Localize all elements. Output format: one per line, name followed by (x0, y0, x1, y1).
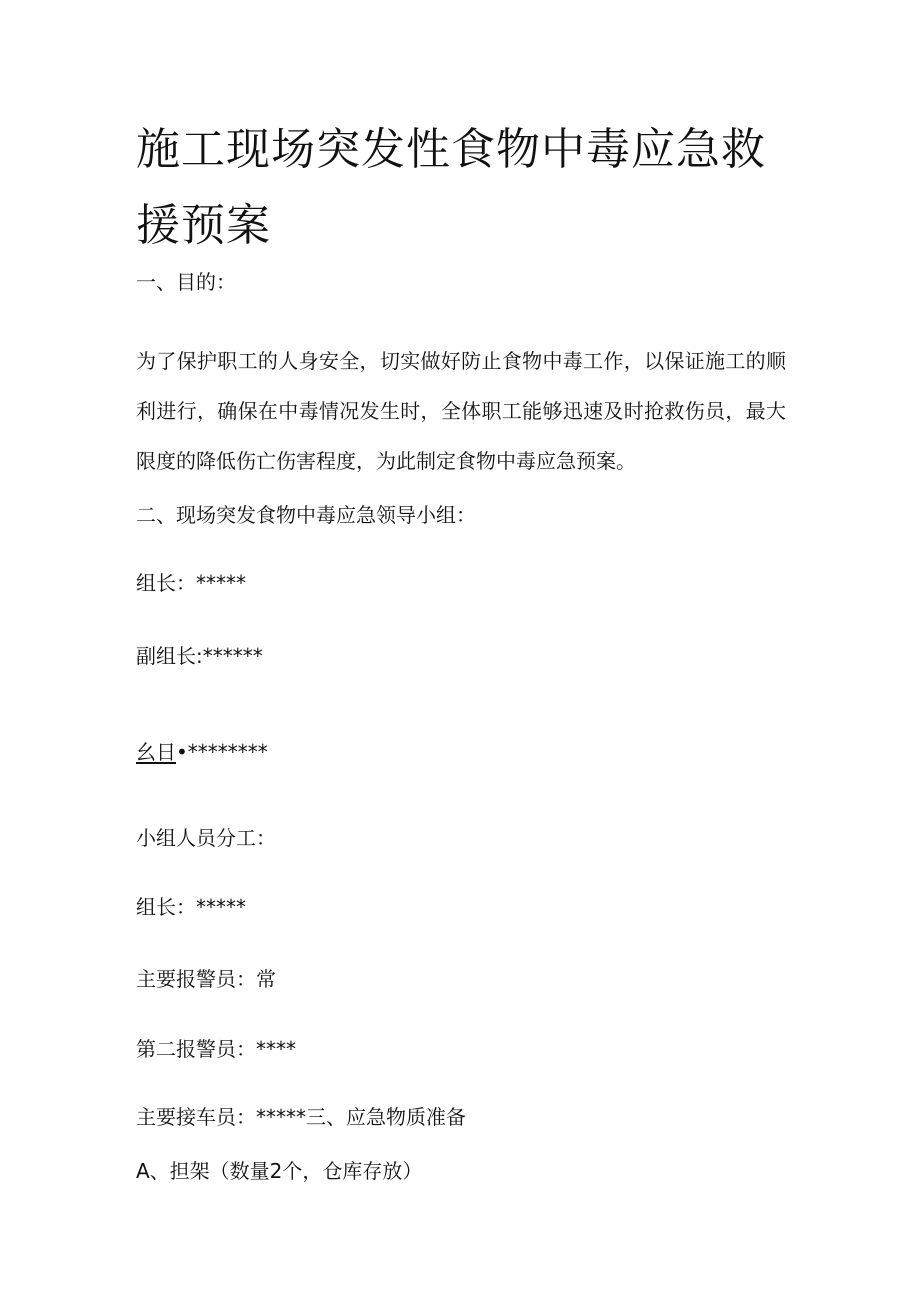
section-2-heading: 二、现场突发食物中毒应急领导小组： (136, 503, 476, 527)
item-a-line: A、担架（数量2个，仓库存放） (136, 1159, 423, 1183)
member-line (136, 738, 268, 766)
division-leader-line: 组长：***** (136, 895, 246, 919)
main-alarm-line: 主要报警员：常 (136, 967, 276, 991)
section-1-heading: 一、目的： (136, 270, 236, 294)
division-heading: 小组人员分工： (136, 826, 276, 850)
document-title: 施工现场突发性食物中毒应急救援预案 (136, 124, 766, 251)
second-alarm-line: 第二报警员：**** (136, 1037, 296, 1061)
leader-line: 组长：***** (136, 571, 246, 595)
member-label: 幺日 (136, 740, 176, 764)
section-1-body: 为了保护职工的人身安全，切实做好防止食物中毒工作，以保证施工的顺利进行，确保在中毒情况发生时，全体职工能够迅速及时抢救伤员，最大限度的降低伤亡伤害程度，为此制定食物中毒应急预案。 (136, 349, 786, 473)
main-pickup-line: 主要接车员：*****三、应急物质准备 (136, 1105, 466, 1129)
deputy-leader-line: 副组长:****** (136, 644, 263, 668)
member-value: •******** (176, 740, 268, 764)
